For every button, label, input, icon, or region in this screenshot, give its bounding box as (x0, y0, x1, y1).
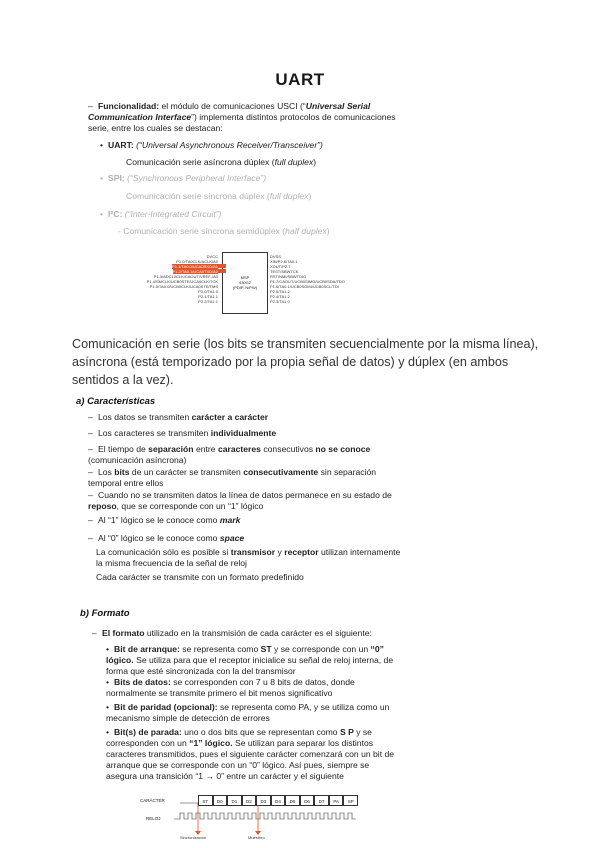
timing-cell: D3 (256, 795, 271, 806)
intro-paragraph: – Funcionalidad: el módulo de comunicaciones USCI (“Universal Serial Communication Interface”) implementa distintos protocolos de comunicaciones serie, entre los cuales se destacan: (88, 101, 396, 133)
feature-item: – Al “1” lógico se le conoce como mark (88, 515, 241, 525)
format-bullet-start: • Bit de arranque: se representa como ST y se corresponde con un “0” lógico. Se utiliza para que el receptor inicialice su señal de reloj interna, de forma que esté sincronizada con la del transmisor (106, 644, 394, 676)
timing-cell: D5 (285, 795, 300, 806)
pin-label: P1.3/ADC10CLK/CAOUT/VREF-/A3 (153, 274, 218, 279)
pin-label: XOUT/P2.7 (270, 264, 291, 269)
feature-item: – Los datos se transmiten carácter a carácter (88, 412, 269, 422)
pin-label: P1.0/TA0CLK/ACLK/A0 (176, 259, 218, 264)
feature-item: – Los caracteres se transmiten individualmente (88, 428, 277, 438)
timing-cell: PA (329, 795, 344, 806)
usci-name: Universal Serial Communication Interface (88, 101, 371, 122)
feature-item: – El tiempo de separación entre caracteres consecutivos no se conoce (comunicación asíncrona) (88, 444, 371, 465)
protocol-uart: • UART: (“Universal Asynchronous Receiver/Transceiver”) (100, 140, 323, 150)
protocol-uart-desc: Comunicación serie asíncrona dúplex (full duplex) (126, 157, 317, 167)
bullet-icon: • (100, 209, 104, 219)
timing-waveform (140, 795, 370, 840)
protocol-i2c: • I²C: (“Inter-Integrated Circuit”) (100, 209, 222, 219)
feature-item: – Al “0” lógico se le conoce como space (88, 533, 245, 543)
protocol-spi-desc: Comunicación serie síncrona dúplex (full duplex) (126, 191, 312, 201)
timing-cell: D7 (314, 795, 329, 806)
format-lead: – El formato utilizado en la transmisión de cada carácter es el siguiente: (92, 628, 372, 638)
pin-label: DVSS (270, 254, 281, 259)
timing-row-label: RELOJ (146, 816, 161, 821)
clock-line (174, 813, 356, 819)
format-bullet-stop: • Bit(s) de parada: uno o dos bits que se representan como S P y se corresponden con un “1” lógico. Se utilizan para separar los distintos caracteres transmitidos, pues el siguiente carácter comenzará con un bit de arranque que se corresponde con un “0” lógico. Así pues, siempre se asegura una transición “1 → 0” entre un carácter y el siguiente (106, 727, 395, 781)
feature-item: – Los bits de un carácter se transmiten consecutivamente sin separación temporal entre ellos (88, 467, 377, 488)
pin-label-rx: P1.1/TA0.0/UCA0RXD/A1 (172, 264, 218, 269)
pin-label: RST/NMI/SBWTDIO (270, 274, 307, 279)
chip-left-pins (100, 254, 218, 304)
timing-cell: SP (343, 795, 358, 806)
pin-label: P2.1/TA1.1 (198, 294, 218, 299)
pin-label: P2.0/TA1.0 (198, 289, 218, 294)
intro-label: Funcionalidad: (98, 101, 160, 111)
tx-pin-marker (218, 269, 226, 273)
pin-label: P1.5/TA0.0/UCB0CLK/UCA0STE/TMS (149, 284, 218, 289)
bullet-icon: • (100, 173, 104, 183)
format-bullet-data: • Bits de datos: se corresponden con 7 u 8 bits de datos, donde normalmente se transmite primero el bit menos significativo (106, 677, 355, 698)
protocol-spi: • SPI: (“Synchronous Peripheral Interface”) (100, 173, 267, 183)
timing-diagram (140, 795, 370, 840)
note-format: Cada carácter se transmite con un formato predefinido (96, 572, 304, 582)
note-frequency: La comunicación sólo es posible si transmisor y receptor utilizan internamente la misma frecuencia de la señal de reloj (96, 547, 401, 568)
dash-icon: – (88, 101, 93, 111)
timing-cell: D1 (227, 795, 242, 806)
timing-row-label: CARÁCTER (140, 798, 165, 803)
section-a-heading: a) Características (76, 396, 156, 407)
pin-label: P2.5/TA1.2 (270, 289, 290, 294)
bullet-icon: • (100, 140, 104, 150)
page-title: UART (275, 70, 325, 89)
section-b-heading: b) Formato (80, 608, 130, 619)
format-bullet-parity: • Bit de paridad (opcional): se representa como PA, y se utiliza como un mecanismo simple de detección de errores (106, 702, 390, 723)
pin-label: P2.2/TA1.1 (198, 299, 218, 304)
pin-label: DVCC (206, 254, 218, 259)
timing-cell: D0 (213, 795, 228, 806)
pin-label: P2.4/TA1.2 (270, 294, 290, 299)
carrier-line (180, 803, 198, 807)
timing-cell: ST (198, 795, 213, 806)
sync-label: Sincronización (180, 835, 207, 840)
pin-label: P2.3/TA1.0 (270, 299, 290, 304)
timing-cell: D4 (271, 795, 286, 806)
timing-cell: D2 (242, 795, 257, 806)
pin-label: TEST/SBWTCK (270, 269, 299, 274)
pin-label: P1.7/CAOUT/UCB0SIMO/UCB0SDA/TDO (270, 279, 345, 284)
feature-item: – Cuando no se transmiten datos la línea de datos permanece en su estado de reposo, que se corresponde con un “1” lógico (88, 490, 392, 511)
chip-body: MSP 430G2 (PDIP, N/PW) (222, 252, 268, 314)
sample-label: Muestreo (248, 835, 265, 840)
protocol-i2c-desc: - Comunicación serie síncrona semidúplex (half duplex) (118, 226, 330, 236)
pin-label-tx: P1.2/TA0.1/UCA0TXD/A2 (172, 269, 218, 274)
chip-right-pins (270, 254, 400, 304)
timing-cell: D6 (300, 795, 315, 806)
chip-pinout-diagram (100, 250, 400, 316)
rx-pin-marker (218, 264, 226, 268)
pin-label: P1.4/SMCLK/UCB0STE/UCA0CLK/TCK (146, 279, 218, 284)
pin-label: XIN/P2.6/TA0.1 (270, 259, 298, 264)
uart-description: Comunicación en serie (los bits se transmiten secuencialmente por la misma línea), asíncrona (está temporizado por la propia señal de datos) y dúplex (en ambos sentidos a la vez). (72, 337, 539, 387)
pin-label: P1.6/TA0.1/UCB0SOMI/UCB0SCL/TDI (270, 284, 339, 289)
